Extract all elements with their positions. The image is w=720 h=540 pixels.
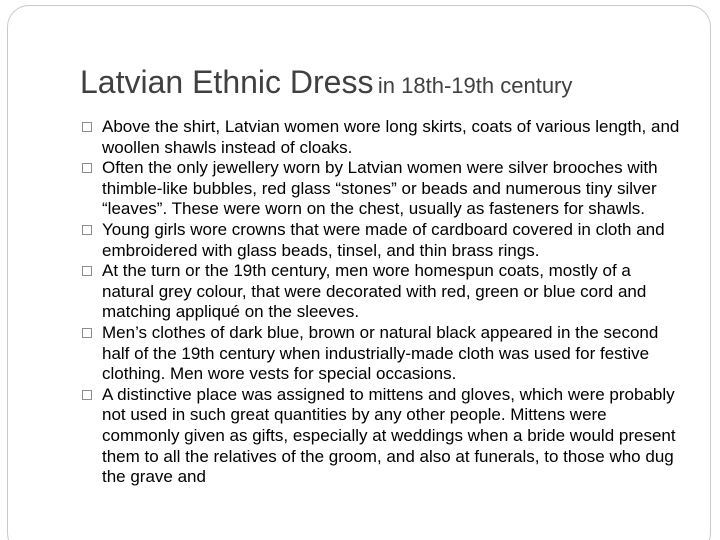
bullet-text: Often the only jewellery worn by Latvian women were silver brooches with thimble-like bubbles, red glass “stones” or beads and numerous tiny silver “leaves”. These were worn on the chest, usually as fasteners for shawls. [102, 158, 658, 219]
title-subtitle: in 18th-19th century [377, 73, 573, 98]
bullet-text: A distinctive place was assigned to mittens and gloves, which were probably not used in such great quantities by any other people. Mittens were commonly given as gifts, especially at weddings when a bride would present them to all the relatives of the groom, and also at funerals, to those who dug the grave and [102, 384, 676, 487]
bullet-item [82, 117, 682, 158]
bullet-list [82, 117, 682, 488]
bullet-box-icon [82, 122, 92, 132]
bullet-item [82, 158, 682, 220]
slide-title [80, 66, 572, 98]
bullet-item [82, 385, 682, 488]
bullet-box-icon [82, 163, 92, 173]
bullet-box-icon [82, 390, 92, 400]
bullet-item [82, 220, 682, 261]
bullet-item [82, 261, 682, 323]
bullet-text: At the turn or the 19th century, men wore homespun coats, mostly of a natural grey colour, that were decorated with red, green or blue cord and matching appliqué on the sleeves. [102, 261, 647, 322]
bullet-text: Young girls wore crowns that were made of cardboard covered in cloth and embroidered with glass beads, tinsel, and thin brass rings. [102, 219, 665, 260]
title-main: Latvian Ethnic Dress [80, 64, 374, 100]
bullet-box-icon [82, 225, 92, 235]
bullet-box-icon [82, 266, 92, 276]
bullet-text: Men’s clothes of dark blue, brown or natural black appeared in the second half of the 19th century when industrially-made cloth was used for festive clothing. Men wore vests for special occasions. [102, 322, 659, 384]
bullet-text: Above the shirt, Latvian women wore long skirts, coats of various length, and woollen shawls instead of cloaks. [102, 117, 680, 157]
bullet-box-icon [82, 328, 92, 338]
bullet-item [82, 323, 682, 385]
